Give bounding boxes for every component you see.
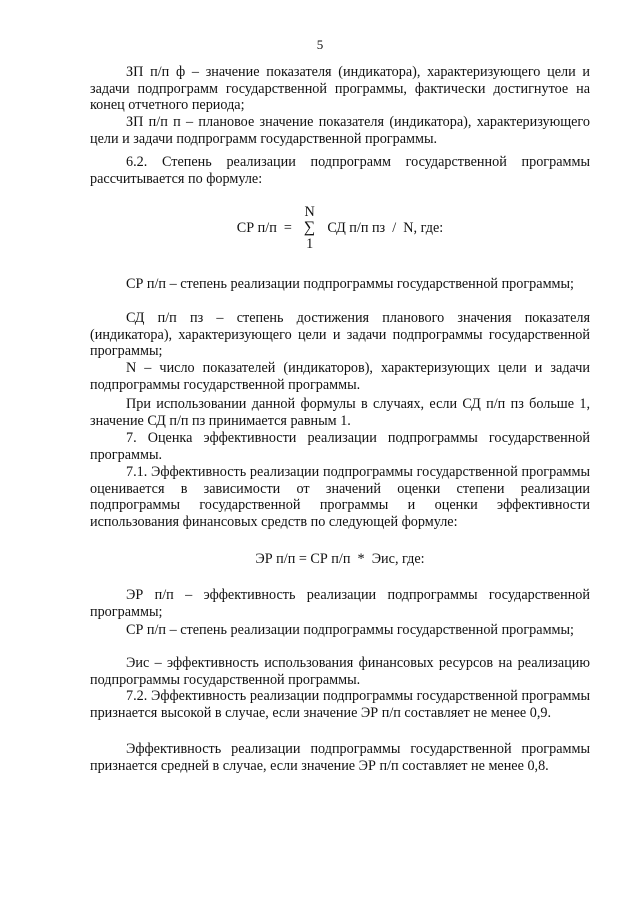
definition-sr-2 (90, 622, 590, 639)
section-7-heading (90, 430, 590, 463)
paragraph-formula-usage (90, 396, 590, 429)
text-formula-usage: При использовании данной формулы в случаях, если СД п/п пз больше 1, значение СД п/п пз принимается равным 1. (90, 396, 590, 429)
paragraph-zp-fact (90, 64, 590, 114)
formula-er-text: ЭР п/п = СР п/п * Эис, где: (255, 551, 425, 567)
definition-er (90, 587, 590, 620)
text-sr-def: СР п/п – степень реализации подпрограммы государственной программы; (126, 276, 574, 292)
text-sr-def-2: СР п/п – степень реализации подпрограммы государственной программы; (126, 622, 574, 638)
definition-eis (90, 655, 590, 688)
definition-sd (90, 310, 590, 360)
formula-er (90, 551, 590, 568)
sum-operator (304, 204, 315, 252)
text-er-def: ЭР п/п – эффективность реализации подпрограммы государственной программы; (90, 587, 590, 620)
paragraph-medium-efficiency (90, 741, 590, 774)
text-7-2: 7.2. Эффективность реализации подпрограммы государственной программы признается высокой в случае, если значение ЭР п/п составляет не менее 0,9. (90, 688, 590, 721)
paragraph-7-2 (90, 688, 590, 721)
text-zp-fact: ЗП п/п ф – значение показателя (индикатора), характеризующего цели и задачи подпрограмм государственной программы, фактически достигнутое на конец отчетного периода; (90, 64, 590, 114)
sum-upper-limit: N (304, 204, 315, 220)
text-section-7: 7. Оценка эффективности реализации подпрограммы государственной программы. (90, 430, 590, 463)
sigma-symbol: ∑ (303, 219, 316, 236)
paragraph-6-2 (90, 154, 590, 187)
text-6-2: 6.2. Степень реализации подпрограмм государственной программы рассчитывается по формуле: (90, 154, 590, 187)
formula-sr-rhs: СД п/п пз / N, где: (327, 219, 444, 236)
formula-sr (90, 204, 590, 252)
formula-sr-lhs: СР п/п = (236, 219, 292, 236)
definition-n (90, 360, 590, 393)
paragraph-zp-plan (90, 114, 590, 147)
definition-sr (90, 276, 590, 293)
sum-lower-limit: 1 (306, 236, 314, 252)
text-7-1: 7.1. Эффективность реализации подпрограммы государственной программы оценивается в зависимости от значений оценки степени реализации подпрограммы государственной программы и оценки эффективности использования финансовых средств по следующей формуле: (90, 464, 590, 530)
paragraph-7-1 (90, 464, 590, 530)
text-medium-efficiency: Эффективность реализации подпрограммы государственной программы признается средней в случае, если значение ЭР п/п составляет не менее 0,8. (90, 741, 590, 774)
page-number: 5 (316, 37, 324, 52)
text-eis-def: Эис – эффективность использования финансовых ресурсов на реализацию подпрограммы государственной программы. (90, 655, 590, 688)
text-sd-def: СД п/п пз – степень достижения планового значения показателя (индикатора), характеризующего цели и задачи подпрограммы государственной программы; (90, 310, 590, 360)
text-zp-plan: ЗП п/п п – плановое значение показателя (индикатора), характеризующего цели и задачи подпрограмм государственной программы. (90, 114, 590, 147)
text-n-def: N – число показателей (индикаторов), характеризующих цели и задачи подпрограммы государственной программы. (90, 360, 590, 393)
